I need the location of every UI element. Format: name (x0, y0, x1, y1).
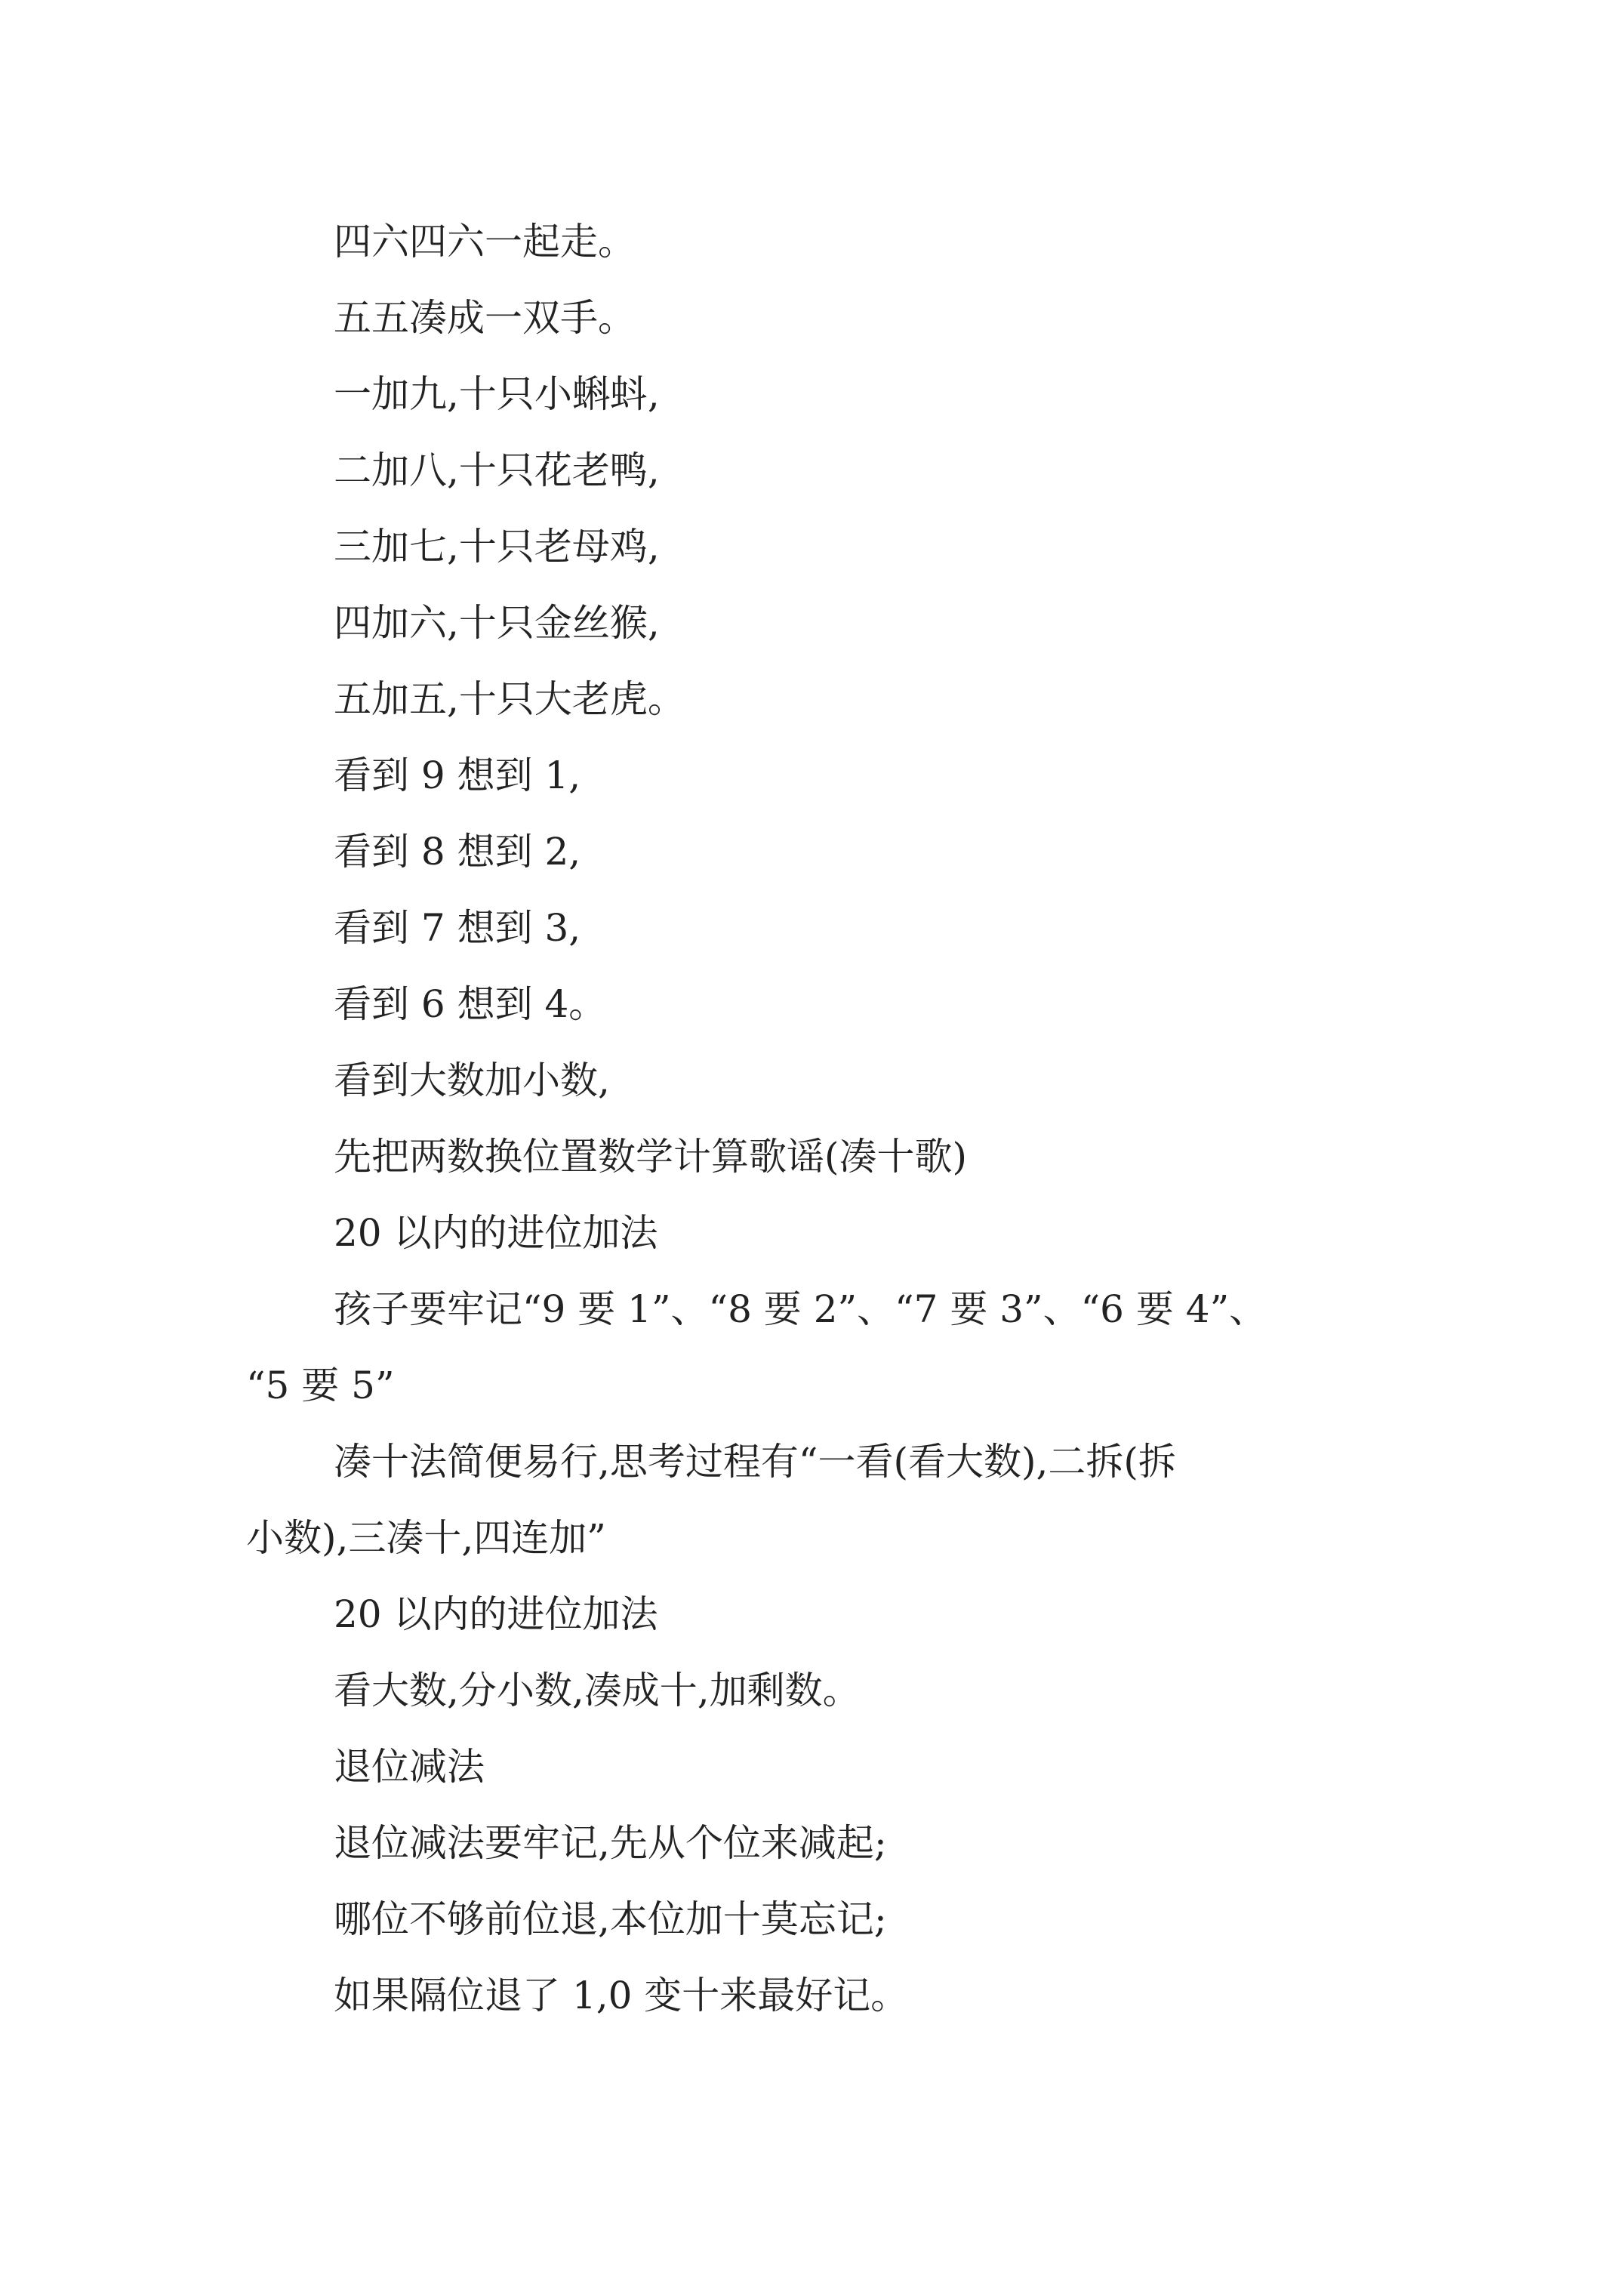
text-line: 看到 6 想到 4。 (334, 982, 607, 1026)
text-line: 退位减法要牢记,先从个位来减起; (334, 1821, 887, 1865)
text-line: 看到 9 想到 1, (334, 754, 581, 797)
text-line: 看大数,分小数,凑成十,加剩数。 (334, 1669, 861, 1712)
text-line: 一加九,十只小蝌蚪, (334, 372, 660, 416)
text-line: 二加八,十只花老鸭, (334, 448, 660, 492)
text-line: 看到大数加小数, (334, 1059, 610, 1102)
text-line: 看到 8 想到 2, (334, 830, 581, 874)
text-line: 哪位不够前位退,本位加十莫忘记; (334, 1897, 887, 1941)
text-line: 孩子要牢记“9 要 1”、“8 要 2”、“7 要 3”、“6 要 4”、 (334, 1287, 1267, 1331)
text-line: 先把两数换位置数学计算歌谣(凑十歌) (334, 1135, 968, 1179)
text-line: 三加七,十只老母鸡, (334, 525, 660, 569)
section-heading: 20 以内的进位加法 (334, 1211, 658, 1255)
text-line-continuation: 小数),三凑十,四连加” (246, 1516, 606, 1560)
text-line: 如果隔位退了 1,0 变十来最好记。 (334, 1974, 909, 2017)
text-line: 看到 7 想到 3, (334, 906, 581, 950)
text-line: 五加五,十只大老虎。 (334, 677, 685, 721)
section-heading: 退位减法 (334, 1745, 485, 1789)
text-line: 四加六,十只金丝猴, (334, 601, 660, 645)
document-body (246, 204, 1381, 2034)
section-heading: 20 以内的进位加法 (334, 1592, 658, 1636)
text-line: 五五凑成一双手。 (334, 296, 636, 340)
text-line-continuation: “5 要 5” (246, 1364, 395, 1407)
text-line: 凑十法简便易行,思考过程有“一看(看大数),二拆(拆 (334, 1440, 1176, 1484)
text-line: 四六四六一起走。 (334, 220, 636, 264)
